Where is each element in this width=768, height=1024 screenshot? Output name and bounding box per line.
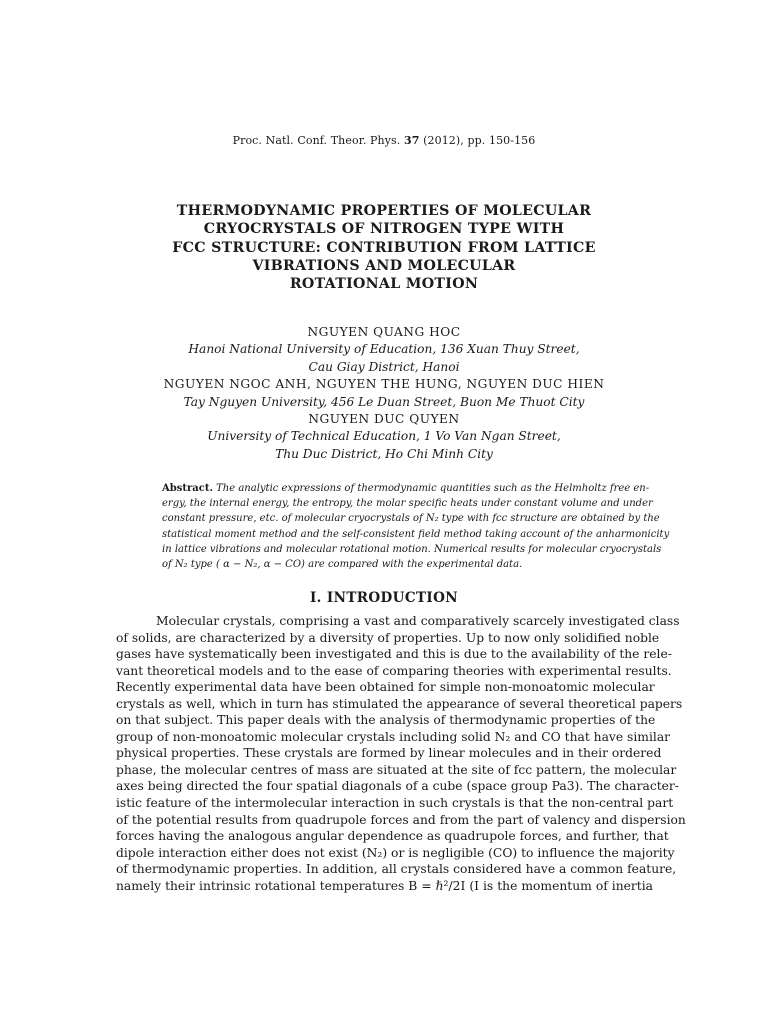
abstract-text: The analytic expressions of thermodynamic quantities such as the Helmholtz free en-	[216, 483, 650, 494]
abstract-label: Abstract.	[162, 483, 213, 494]
body-line: vant theoretical models and to the ease of comparing theories with experimental results.	[116, 663, 672, 678]
body-line: forces having the analogous angular dependence as quadrupole forces, and further, that	[116, 829, 669, 844]
abstract-line: in lattice vibrations and molecular rotational motion. Numerical results for molecular cryocrystals	[162, 543, 662, 555]
body-line: gases have systematically been investigated and this is due to the availability of the rele-	[116, 647, 672, 662]
abstract-line	[162, 481, 650, 496]
abstract-line: ergy, the internal energy, the entropy, the molar specific heats under constant volume and under	[162, 498, 653, 510]
abstract-line: statistical moment method and the self-consistent field method taking account of the anharmonicity	[162, 528, 670, 540]
author-affiliation: Cau Giay District, Hanoi	[308, 359, 460, 374]
title-line: ROTATIONAL MOTION	[289, 276, 479, 293]
author-affiliation: Hanoi National University of Education, 136 Xuan Thuy Street,	[188, 342, 580, 357]
body-text	[116, 613, 686, 894]
body-line: axes being directed the four spatial diagonals of a cube (space group Pa3). The character-	[116, 779, 679, 794]
section-heading: I. INTRODUCTION	[309, 590, 459, 606]
body-line: namely their intrinsic rotational temperatures B = ℏ²/2I (I is the momentum of inertia	[116, 878, 653, 893]
body-line: group of non-monoatomic molecular crystals including solid N₂ and CO that have similar	[116, 729, 671, 744]
abstract-line: constant pressure, etc. of molecular cryocrystals of N₂ type with fcc structure are obtained by the	[162, 513, 660, 525]
journal-volume: 37	[404, 134, 420, 147]
body-line: phase, the molecular centres of mass are situated at the site of fcc pattern, the molecular	[116, 762, 677, 777]
author-name: NGUYEN DUC QUYEN	[308, 412, 460, 427]
body-line: physical properties. These crystals are formed by linear molecules and in their ordered	[116, 746, 662, 761]
paper-title	[150, 202, 618, 293]
body-line: of the potential results from quadrupole forces and from the part of valency and dispersion	[116, 812, 686, 827]
title-line: THERMODYNAMIC PROPERTIES OF MOLECULAR	[176, 203, 592, 219]
body-line: Recently experimental data have been obtained for simple non-monoatomic molecular	[116, 680, 655, 695]
author-name: NGUYEN QUANG HOC	[307, 325, 461, 339]
author-name: NGUYEN NGOC ANH, NGUYEN THE HUNG, NGUYEN DUC HIEN	[163, 377, 605, 392]
body-line: Molecular crystals, comprising a vast and comparatively scarcely investigated class	[156, 614, 680, 628]
body-line: dipole interaction either does not exist (N₂) or is negligible (CO) to influence the majority	[116, 845, 675, 860]
abstract-line: of N₂ type ( α − N₂, α − CO) are compared with the experimental data.	[162, 559, 523, 571]
title-line: VIBRATIONS AND MOLECULAR	[252, 257, 516, 274]
author-block	[0, 324, 768, 463]
body-line: crystals as well, which in turn has stimulated the appearance of several theoretical papers	[116, 696, 683, 711]
title-line: FCC STRUCTURE: CONTRIBUTION FROM LATTICE	[172, 239, 596, 256]
journal-name: Proc. Natl. Conf. Theor. Phys.	[232, 134, 401, 147]
journal-header	[0, 134, 768, 147]
body-line: of thermodynamic properties. In addition, all crystals considered have a common feature,	[116, 862, 677, 877]
body-line: istic feature of the intermolecular interaction in such crystals is that the non-central part	[116, 796, 674, 811]
body-line: of solids, are characterized by a diversity of properties. Up to now only solidified noble	[116, 630, 660, 645]
author-affiliation: Thu Duc District, Ho Chi Minh City	[275, 446, 493, 461]
abstract	[162, 481, 670, 572]
author-affiliation: University of Technical Education, 1 Vo Van Ngan Street,	[207, 429, 561, 444]
title-line: CRYOCRYSTALS OF NITROGEN TYPE WITH	[203, 221, 565, 238]
author-affiliation: Tay Nguyen University, 456 Le Duan Street, Buon Me Thuot City	[183, 394, 585, 409]
body-line: on that subject. This paper deals with the analysis of thermodynamic properties of the	[116, 713, 656, 728]
journal-pages: (2012), pp. 150-156	[423, 134, 536, 147]
